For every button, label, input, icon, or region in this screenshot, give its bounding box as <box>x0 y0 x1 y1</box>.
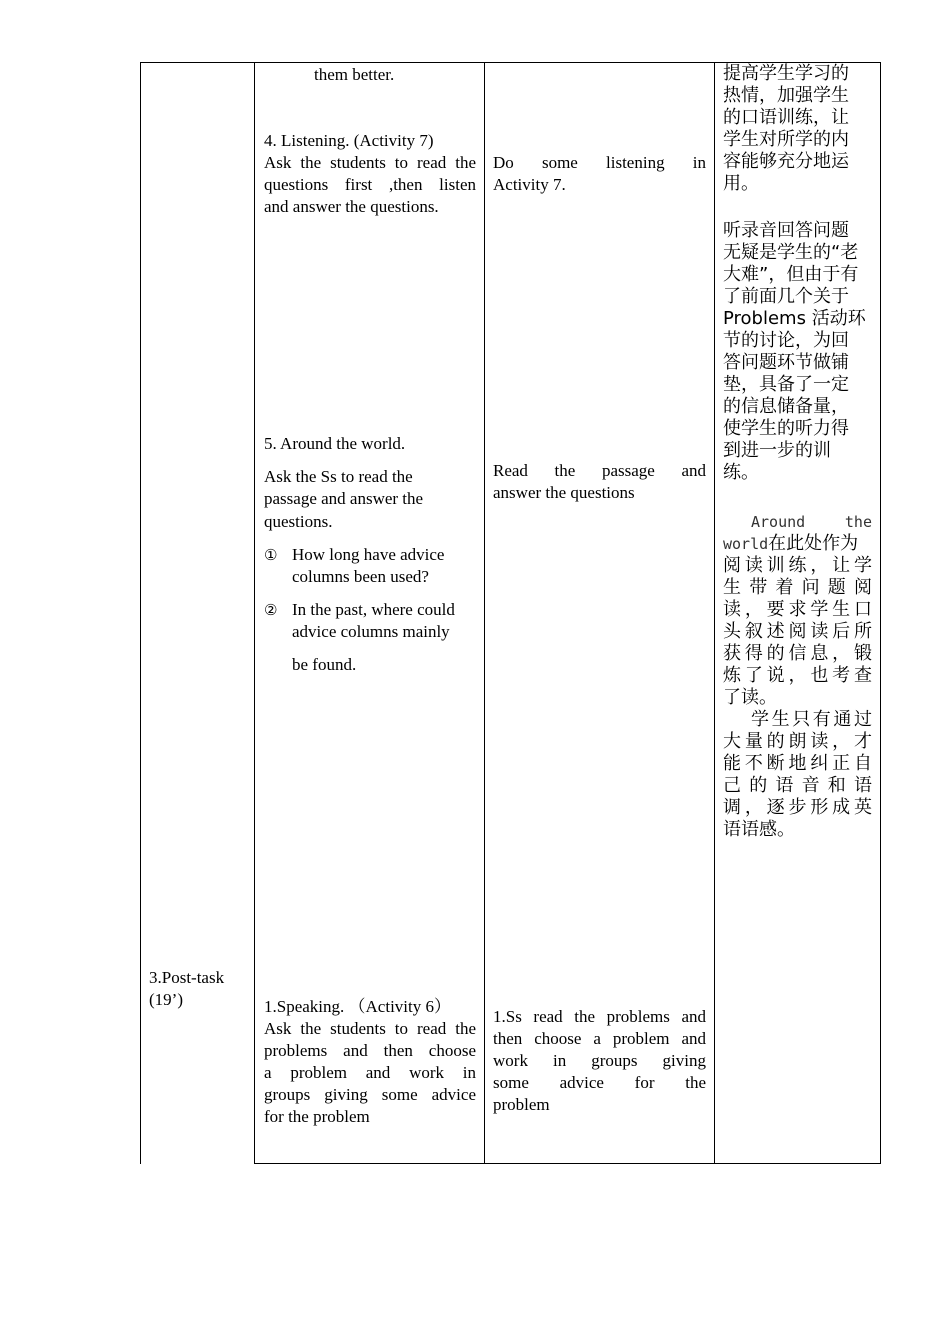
rationale-3-line-2-text: 在此处作为 <box>768 533 859 554</box>
student-speaking-line: work in groups giving <box>493 1051 706 1070</box>
rationale-3-line: 阅读训练，让学 <box>723 555 872 576</box>
question-1-line: columns been used? <box>292 567 429 586</box>
rationale-2-line: 练。 <box>723 462 759 483</box>
listening-heading: 4. Listening. (Activity 7) <box>264 131 434 150</box>
table-divider-1 <box>254 62 255 1164</box>
around-line: Ask the Ss to read the <box>264 467 413 486</box>
table-border-left <box>140 62 141 1164</box>
speaking-line: for the problem <box>264 1107 370 1126</box>
rationale-3-line: 读，要求学生口 <box>723 599 872 620</box>
listening-line: questions first ,then listen <box>264 175 476 194</box>
question-2-marker: ② <box>264 601 278 619</box>
rationale-1-line: 提高学生学习的 <box>723 63 849 84</box>
student-listening-line: Do some listening in <box>493 153 706 172</box>
table-divider-2 <box>484 62 485 1164</box>
rationale-2-line: 节的讨论，为回 <box>723 330 849 351</box>
rationale-2-line: 了前面几个关于 <box>723 286 849 307</box>
student-listening-line: Activity 7. <box>493 175 566 194</box>
table-border-bottom <box>254 1163 881 1164</box>
speaking-heading: 1.Speaking. （Activity 6） <box>264 997 451 1016</box>
rationale-3-line: 了读。 <box>723 687 777 708</box>
rationale-2-line: 大难”，但由于有 <box>723 264 859 285</box>
table-border-right <box>880 62 881 1164</box>
rationale-2-line: 到进一步的训 <box>723 440 831 461</box>
rationale-1-line: 学生对所学的内 <box>723 129 849 150</box>
student-speaking-line: problem <box>493 1095 550 1114</box>
stage-time: (19’) <box>149 990 183 1009</box>
stage-title: 3.Post-task <box>149 968 225 987</box>
speaking-line: problems and then choose <box>264 1041 476 1060</box>
question-2-line: In the past, where could <box>292 600 455 619</box>
rationale-3-line-2 <box>723 533 858 555</box>
rationale-2-line: Problems 活动环 <box>723 308 866 329</box>
rationale-1-line: 热情，加强学生 <box>723 85 849 106</box>
rationale-4-line: 学生只有通过 <box>751 709 872 730</box>
speaking-line: Ask the students to read the <box>264 1019 476 1038</box>
rationale-3-line: 头叙述阅读后所 <box>723 621 872 642</box>
listening-line: Ask the students to read the <box>264 153 476 172</box>
question-1-marker: ① <box>264 546 278 564</box>
around-heading: 5. Around the world. <box>264 434 406 453</box>
around-line: questions. <box>264 512 333 531</box>
rationale-2-line: 垫，具备了一定 <box>723 374 849 395</box>
rationale-2-line: 答问题环节做铺 <box>723 352 849 373</box>
rationale-3-line: 获得的信息，锻 <box>723 643 872 664</box>
student-read-line: Read the passage and <box>493 461 706 480</box>
rationale-1-line: 的口语训练，让 <box>723 107 849 128</box>
student-speaking-line: 1.Ss read the problems and <box>493 1007 706 1026</box>
rationale-3-english: Around the <box>751 513 872 531</box>
continued-line: them better. <box>314 65 395 84</box>
speaking-line: a problem and work in <box>264 1063 476 1082</box>
question-2-line: be found. <box>292 655 357 674</box>
listening-line: and answer the questions. <box>264 197 439 216</box>
student-speaking-line: then choose a problem and <box>493 1029 706 1048</box>
table-divider-3 <box>714 62 715 1164</box>
question-1-line: How long have advice <box>292 545 445 564</box>
rationale-3-english-2: world <box>723 535 769 553</box>
rationale-4-line: 调，逐步形成英 <box>723 797 872 818</box>
rationale-1-line: 容能够充分地运 <box>723 151 849 172</box>
rationale-1-line: 用。 <box>723 173 759 194</box>
rationale-2-line: 听录音回答问题 <box>723 220 849 241</box>
around-line: passage and answer the <box>264 489 424 508</box>
rationale-4-line: 大量的朗读，才 <box>723 731 872 752</box>
rationale-4-line: 能不断地纠正自 <box>723 753 872 774</box>
rationale-3-line: 炼了说，也考查 <box>723 665 872 686</box>
rationale-4-line: 语语感。 <box>723 819 795 840</box>
rationale-2-line: 使学生的听力得 <box>723 418 849 439</box>
rationale-2-line: 的信息储备量， <box>723 396 849 417</box>
question-2-line: advice columns mainly <box>292 622 450 641</box>
student-read-line: answer the questions <box>493 483 635 502</box>
rationale-4-line: 己的语音和语 <box>723 775 872 796</box>
rationale-2-line: 无疑是学生的“老 <box>723 242 859 263</box>
student-speaking-line: some advice for the <box>493 1073 706 1092</box>
speaking-line: groups giving some advice <box>264 1085 476 1104</box>
rationale-3-line: 生带着问题阅 <box>723 577 872 598</box>
